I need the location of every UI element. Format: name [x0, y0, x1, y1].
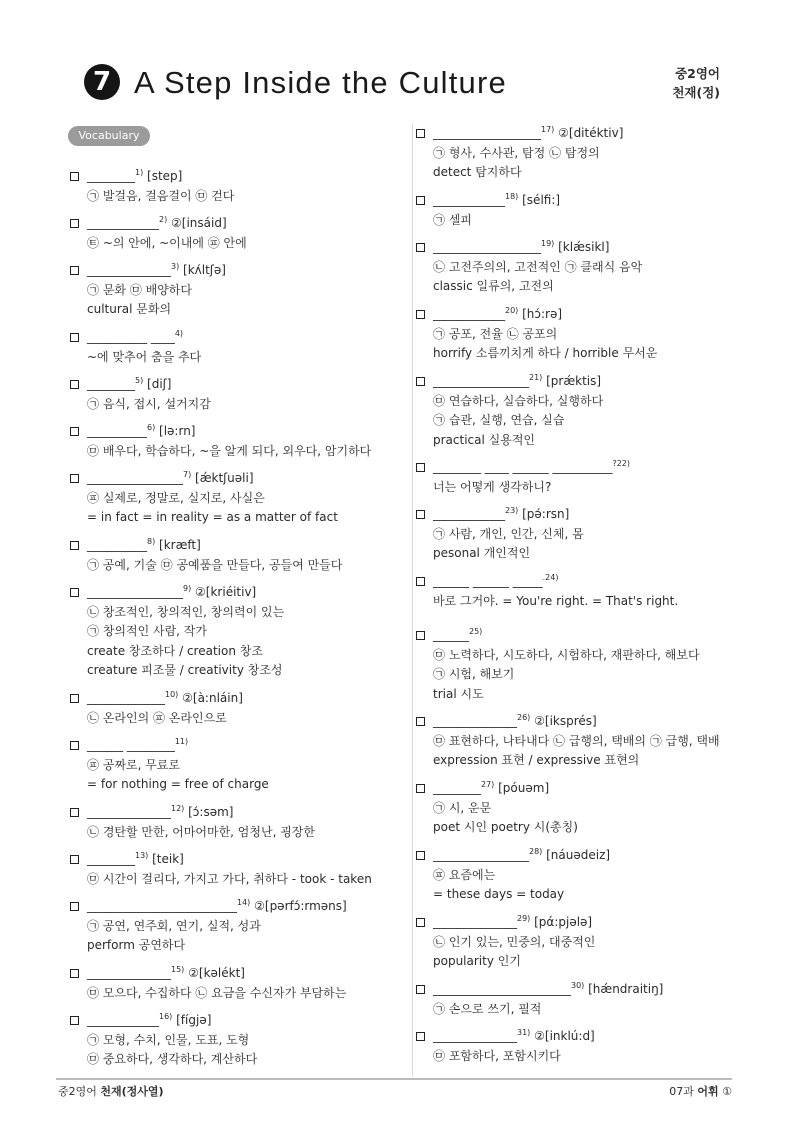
vocab-item-head: [70, 583, 284, 603]
vocab-item: [416, 124, 623, 183]
vocab-item: [70, 736, 269, 795]
item-number: 12): [171, 804, 185, 813]
vocab-item-head: [416, 626, 700, 646]
pronunciation: [teik]: [148, 852, 184, 866]
vocab-item-head: [416, 779, 578, 799]
vocab-item: [416, 626, 700, 704]
checkbox-icon[interactable]: [70, 855, 79, 864]
item-number: 10): [165, 690, 179, 699]
definition-line: ㉬ 요즘에는: [433, 867, 496, 882]
vocab-item-head: [70, 375, 211, 395]
item-number: 20): [505, 306, 519, 315]
vocab-item: [70, 328, 201, 367]
pronunciation: [fígjə]: [172, 1013, 212, 1027]
definition-line: ㉬ 실제로, 정말로, 실지로, 사실은: [87, 490, 265, 505]
item-number: 2): [159, 215, 168, 224]
vocab-item-head: [416, 238, 642, 258]
vocab-item: [70, 583, 284, 681]
vocab-item-head: [416, 913, 595, 933]
footer-left-prefix: 중2영어: [58, 1085, 101, 1098]
checkbox-icon[interactable]: [416, 717, 425, 726]
course-label: [672, 64, 720, 102]
definition-line: perform 공연하다: [87, 938, 186, 952]
item-number: 7): [183, 470, 192, 479]
vocab-item: [70, 689, 243, 728]
vocab-item: [416, 779, 578, 838]
definition-line: pesonal 개인적인: [433, 546, 531, 560]
vocab-item: [70, 964, 346, 1003]
vocab-item-head: [70, 167, 234, 187]
checkbox-icon[interactable]: [70, 969, 79, 978]
definition-line: ㉠ 문화 ㉤ 배양하다: [87, 282, 192, 297]
vocab-item-head: [416, 1027, 595, 1047]
footer-rule: [56, 1078, 732, 1080]
answer-blank: ________: [87, 377, 135, 391]
answer-blank: ______________: [87, 805, 171, 819]
vocab-item-head: [70, 803, 315, 823]
pronunciation: [pά:pjələ]: [530, 915, 593, 929]
checkbox-icon[interactable]: [416, 851, 425, 860]
definition-line: ㉤ 표현하다, 나타내다 ㉡ 급행의, 택배의 ㉠ 급행, 택배: [433, 733, 720, 748]
definition-line: trial 시도: [433, 686, 484, 701]
vocab-item: [416, 572, 678, 611]
answer-blank: _______________________: [433, 982, 571, 996]
checkbox-icon[interactable]: [70, 694, 79, 703]
item-number: 16): [159, 1012, 173, 1021]
item-number: 5): [135, 376, 144, 385]
page-title: A Step Inside the Culture: [134, 65, 507, 100]
answer-blank: ______________: [433, 915, 517, 929]
vocab-item: [70, 536, 342, 575]
answer-blank: __________: [87, 538, 147, 552]
pronunciation: ②[à:nláin]: [178, 691, 243, 705]
definition-line: ㉠ 습관, 실행, 연습, 실습: [433, 413, 565, 427]
vocab-item-head: [70, 964, 346, 984]
item-number: 27): [481, 780, 495, 789]
pronunciation: ②[insáid]: [167, 216, 227, 230]
item-number: 6): [147, 423, 156, 432]
vocab-item-head: [416, 712, 720, 732]
vocab-item: [70, 850, 372, 889]
answer-blank: ________: [433, 781, 481, 795]
definition-line: ㉠ 음식, 접시, 설거지감: [87, 396, 211, 411]
vocab-item: [416, 846, 610, 905]
item-number: 18): [505, 192, 519, 201]
vocab-item-head: [70, 1011, 257, 1031]
vocab-item-head: [416, 846, 610, 866]
definition-line: ㉬ 공짜로, 무료로: [87, 757, 180, 772]
vocab-item-head: [416, 372, 603, 392]
pronunciation: ②[pərfɔ́:rməns]: [250, 899, 347, 913]
item-number: 28): [529, 847, 543, 856]
course-label-line2: 천재(정): [672, 85, 720, 100]
vocab-item: [70, 897, 347, 956]
checkbox-icon[interactable]: [70, 266, 79, 275]
pronunciation: [kʌ́ltʃə]: [179, 263, 226, 277]
footer-left-publisher: 천재(정사열): [100, 1085, 164, 1098]
answer-blank: ______________: [433, 1029, 517, 1043]
checkbox-icon[interactable]: [416, 918, 425, 927]
pronunciation: [lə:rn]: [155, 424, 196, 438]
checkbox-icon[interactable]: [70, 1016, 79, 1025]
answer-blank: __________________: [433, 240, 541, 254]
pronunciation: [ɔ́:səm]: [184, 805, 234, 819]
checkbox-icon[interactable]: [70, 741, 79, 750]
vocab-item-head: [416, 980, 663, 1000]
definition-line: popularity 인기: [433, 954, 521, 968]
item-number: 26): [517, 713, 531, 722]
vocab-item: [70, 167, 234, 206]
definition-line: ㉡ 창조적인, 창의적인, 창의력이 있는: [87, 604, 285, 619]
item-number: 31): [517, 1028, 531, 1037]
definition-line: create 창조하다 / creation 창조: [87, 643, 263, 658]
item-number: .24): [542, 573, 559, 582]
definition-line: ㉠ 공예, 기술 ㉤ 공예품을 만들다, 공들여 만들다: [87, 557, 343, 572]
checkbox-icon[interactable]: [416, 985, 425, 994]
pronunciation: [step]: [143, 169, 183, 183]
vocab-item-head: [70, 850, 372, 870]
definition-line: ㉡ 온라인의 ㉬ 온라인으로: [87, 710, 227, 725]
item-number: 23): [505, 506, 519, 515]
pronunciation: [hɔ́:rə]: [518, 307, 563, 321]
item-number: 9): [183, 584, 192, 593]
vocab-item-head: [70, 214, 247, 234]
vocab-item: [70, 803, 315, 842]
definition-line: ㉠ 시, 운문: [433, 800, 492, 815]
checkbox-icon[interactable]: [416, 1032, 425, 1041]
pronunciation: [póuəm]: [494, 781, 550, 795]
answer-blank: ______________: [87, 263, 171, 277]
definition-line: ㉠ 공포, 전율 ㉡ 공포의: [433, 326, 558, 341]
vocab-item: [70, 214, 247, 253]
definition-line: ㉠ 모형, 수치, 인물, 도표, 도형: [87, 1032, 250, 1047]
pronunciation: ②[iksprés]: [530, 714, 597, 728]
vocab-item-head: [70, 736, 269, 756]
checkbox-icon[interactable]: [416, 577, 425, 586]
vocab-item: [416, 980, 663, 1019]
checkbox-icon[interactable]: [416, 510, 425, 519]
vocab-item: [70, 375, 211, 414]
definition-line: expression 표현 / expressive 표현의: [433, 753, 640, 767]
item-number: 17): [541, 125, 555, 134]
definition-line: ㉡ 경탄할 만한, 어마어마한, 엄청난, 굉장한: [87, 824, 315, 839]
vocab-item-head: [70, 422, 371, 442]
column-divider: [412, 124, 413, 1076]
vocab-item: [416, 191, 560, 230]
vocab-item: [416, 913, 595, 972]
pronunciation: [prǽktis]: [542, 374, 602, 388]
answer-blank: ________________: [433, 848, 529, 862]
definition-line: ㉠ 창의적인 사람, 작가: [87, 624, 207, 638]
definition-line: = for nothing = free of charge: [87, 777, 269, 791]
checkbox-icon[interactable]: [416, 377, 425, 386]
item-number: 14): [237, 898, 251, 907]
item-number: 19): [541, 239, 555, 248]
definition-line: classic 일류의, 고전의: [433, 279, 554, 293]
vocab-item-head: [416, 191, 560, 211]
vocab-item-head: [70, 689, 243, 709]
vocab-item: [70, 469, 338, 528]
vocab-item: [416, 712, 720, 771]
vocab-item-head: [70, 536, 342, 556]
definition-line: practical 실용적인: [433, 432, 536, 447]
definition-line: ㉫ ~의 안에, ~이내에 ㉬ 안에: [87, 235, 247, 250]
footer-page: ①: [718, 1085, 732, 1098]
definition-line: detect 탐지하다: [433, 165, 522, 179]
pronunciation: ②[kəlékt]: [184, 966, 245, 980]
vocab-item-head: [70, 261, 226, 281]
pronunciation: [klǽsikl]: [554, 240, 610, 254]
answer-blank: ____________: [87, 1013, 159, 1027]
course-label-line1: 중2영어: [675, 66, 720, 81]
checkbox-icon[interactable]: [70, 333, 79, 342]
checkbox-icon[interactable]: [70, 541, 79, 550]
vocab-item: [416, 1027, 595, 1066]
pronunciation: ②[inklú:d]: [530, 1029, 595, 1043]
pronunciation: ②[ditéktiv]: [554, 126, 624, 140]
checkbox-icon[interactable]: [70, 474, 79, 483]
vocab-item-head: [70, 897, 347, 917]
definition-line: ~에 맞추어 춤을 추다: [87, 349, 202, 364]
definition-line: ㉠ 시험, 해보기: [433, 667, 515, 681]
answer-blank: ____________: [87, 216, 159, 230]
vocab-item: [416, 505, 584, 564]
item-number: 3): [171, 262, 180, 271]
definition-line: ㉠ 손으로 쓰기, 필적: [433, 1001, 542, 1016]
answer-blank: ____________: [433, 193, 505, 207]
checkbox-icon[interactable]: [416, 129, 425, 138]
definition-line: ㉠ 형사, 수사관, 탐정 ㉡ 탐정의: [433, 145, 600, 160]
answer-blank: _________________________: [87, 899, 237, 913]
definition-line: ㉤ 중요하다, 생각하다, 계산하다: [87, 1052, 258, 1066]
item-number: 8): [147, 537, 156, 546]
definition-line: ㉤ 배우다, 학습하다, ~을 알게 되다, 외우다, 암기하다: [87, 443, 372, 458]
checkbox-icon[interactable]: [416, 631, 425, 640]
definition-line: = in fact = in reality = as a matter of fact: [87, 510, 338, 524]
page-header: [0, 0, 800, 120]
definition-line: ㉤ 포함하다, 포함시키다: [433, 1048, 561, 1063]
answer-blank: ________ ____ ______ __________: [433, 460, 613, 474]
answer-blank: ________________: [87, 585, 183, 599]
vocab-item-head: [416, 305, 657, 325]
item-number: 30): [571, 981, 585, 990]
definition-line: ㉤ 노력하다, 시도하다, 시험하다, 재판하다, 해보다: [433, 647, 700, 662]
definition-line: ㉡ 인기 있는, 민중의, 대중적인: [433, 934, 596, 949]
definition-line: = these days = today: [433, 887, 565, 901]
item-number: 15): [171, 965, 185, 974]
footer-lesson: 07과: [669, 1085, 698, 1098]
vocab-item: [70, 422, 371, 461]
item-number: 29): [517, 914, 531, 923]
checkbox-icon[interactable]: [416, 310, 425, 319]
pronunciation: [pə́:rsn]: [518, 507, 570, 521]
checkbox-icon[interactable]: [416, 243, 425, 252]
definition-line: 바로 그거야. = You're right. = That's right.: [433, 593, 679, 608]
answer-blank: ______ ______ _____: [433, 574, 543, 588]
definition-line: ㉠ 사람, 개인, 인간, 신체, 몸: [433, 526, 584, 541]
answer-blank: ________________: [433, 374, 529, 388]
answer-blank: ________________: [87, 471, 183, 485]
chapter-number-badge: 7: [84, 64, 120, 100]
checkbox-icon[interactable]: [70, 902, 79, 911]
checkbox-icon[interactable]: [70, 172, 79, 181]
pronunciation: [diʃ]: [143, 377, 172, 391]
footer-section: 어휘: [697, 1085, 719, 1098]
answer-blank: ______________: [433, 714, 517, 728]
checkbox-icon[interactable]: [70, 427, 79, 436]
item-number: 4): [174, 329, 184, 338]
vocab-item: [416, 372, 603, 450]
vocabulary-section-badge: Vocabulary: [68, 126, 150, 146]
definition-line: ㉠ 공연, 연주회, 연기, 실적, 성과: [87, 918, 261, 933]
item-number: 1): [135, 168, 144, 177]
definition-line: ㉠ 셀피: [433, 212, 472, 227]
vocab-item-head: [416, 572, 678, 592]
definition-line: ㉠ 발걸음, 걸음걸이 ㉤ 걷다: [87, 188, 235, 203]
checkbox-icon[interactable]: [416, 784, 425, 793]
pronunciation: [kræft]: [155, 538, 201, 552]
vocab-item: [70, 1011, 257, 1070]
definition-line: poet 시인 poetry 시(총칭): [433, 820, 578, 834]
vocab-item-head: [70, 328, 201, 348]
answer-blank: ________: [87, 169, 135, 183]
answer-blank: ______________: [87, 966, 171, 980]
definition-line: 너는 어떻게 생각하니?: [433, 479, 552, 494]
answer-blank: _____________: [87, 691, 165, 705]
checkbox-icon[interactable]: [416, 463, 425, 472]
vocab-item-head: [416, 505, 584, 525]
footer-left: [58, 1084, 164, 1100]
answer-blank: ________: [87, 852, 135, 866]
pronunciation: [hǽndraitiŋ]: [584, 982, 664, 996]
vocab-item: [416, 238, 642, 297]
vocab-item: [416, 458, 630, 497]
answer-blank: __________ ____: [87, 330, 175, 344]
definition-line: ㉤ 모으다, 수집하다 ㉡ 요금을 수신자가 부담하는: [87, 985, 347, 1000]
checkbox-icon[interactable]: [70, 219, 79, 228]
definition-line: ㉤ 연습하다, 실습하다, 실행하다: [433, 393, 604, 408]
vocab-item-head: [416, 458, 630, 478]
definition-line: ㉡ 고전주의의, 고전적인 ㉠ 클래식 음악: [433, 259, 643, 274]
pronunciation: [sélfi:]: [518, 193, 561, 207]
answer-blank: ____________: [433, 307, 505, 321]
answer-blank: ______: [433, 628, 469, 642]
item-number: 21): [529, 373, 543, 382]
answer-blank: __________________: [433, 126, 541, 140]
pronunciation: ②[kriéitiv]: [191, 585, 257, 599]
answer-blank: __________: [87, 424, 147, 438]
answer-blank: ______ ________: [87, 738, 175, 752]
vocab-item-head: [70, 469, 338, 489]
checkbox-icon[interactable]: [70, 588, 79, 597]
checkbox-icon[interactable]: [70, 808, 79, 817]
footer-right: [669, 1084, 732, 1100]
definition-line: horrify 소름끼치게 하다 / horrible 무서운: [433, 346, 658, 360]
definition-line: cultural 문화의: [87, 302, 172, 316]
pronunciation: [ǽktʃuəli]: [191, 471, 254, 485]
item-number: 13): [135, 851, 149, 860]
item-number: 25): [469, 627, 483, 636]
checkbox-icon[interactable]: [416, 196, 425, 205]
item-number: 11): [174, 737, 189, 746]
definition-line: ㉤ 시간이 걸리다, 가지고 가다, 취하다 - took - taken: [87, 871, 372, 886]
vocab-item: [70, 261, 226, 320]
definition-line: creature 피조물 / creativity 창조성: [87, 663, 283, 677]
checkbox-icon[interactable]: [70, 380, 79, 389]
pronunciation: [náuədeiz]: [542, 848, 611, 862]
item-number: ?22): [612, 459, 630, 468]
vocab-item-head: [416, 124, 623, 144]
vocab-item: [416, 305, 657, 364]
answer-blank: ____________: [433, 507, 505, 521]
